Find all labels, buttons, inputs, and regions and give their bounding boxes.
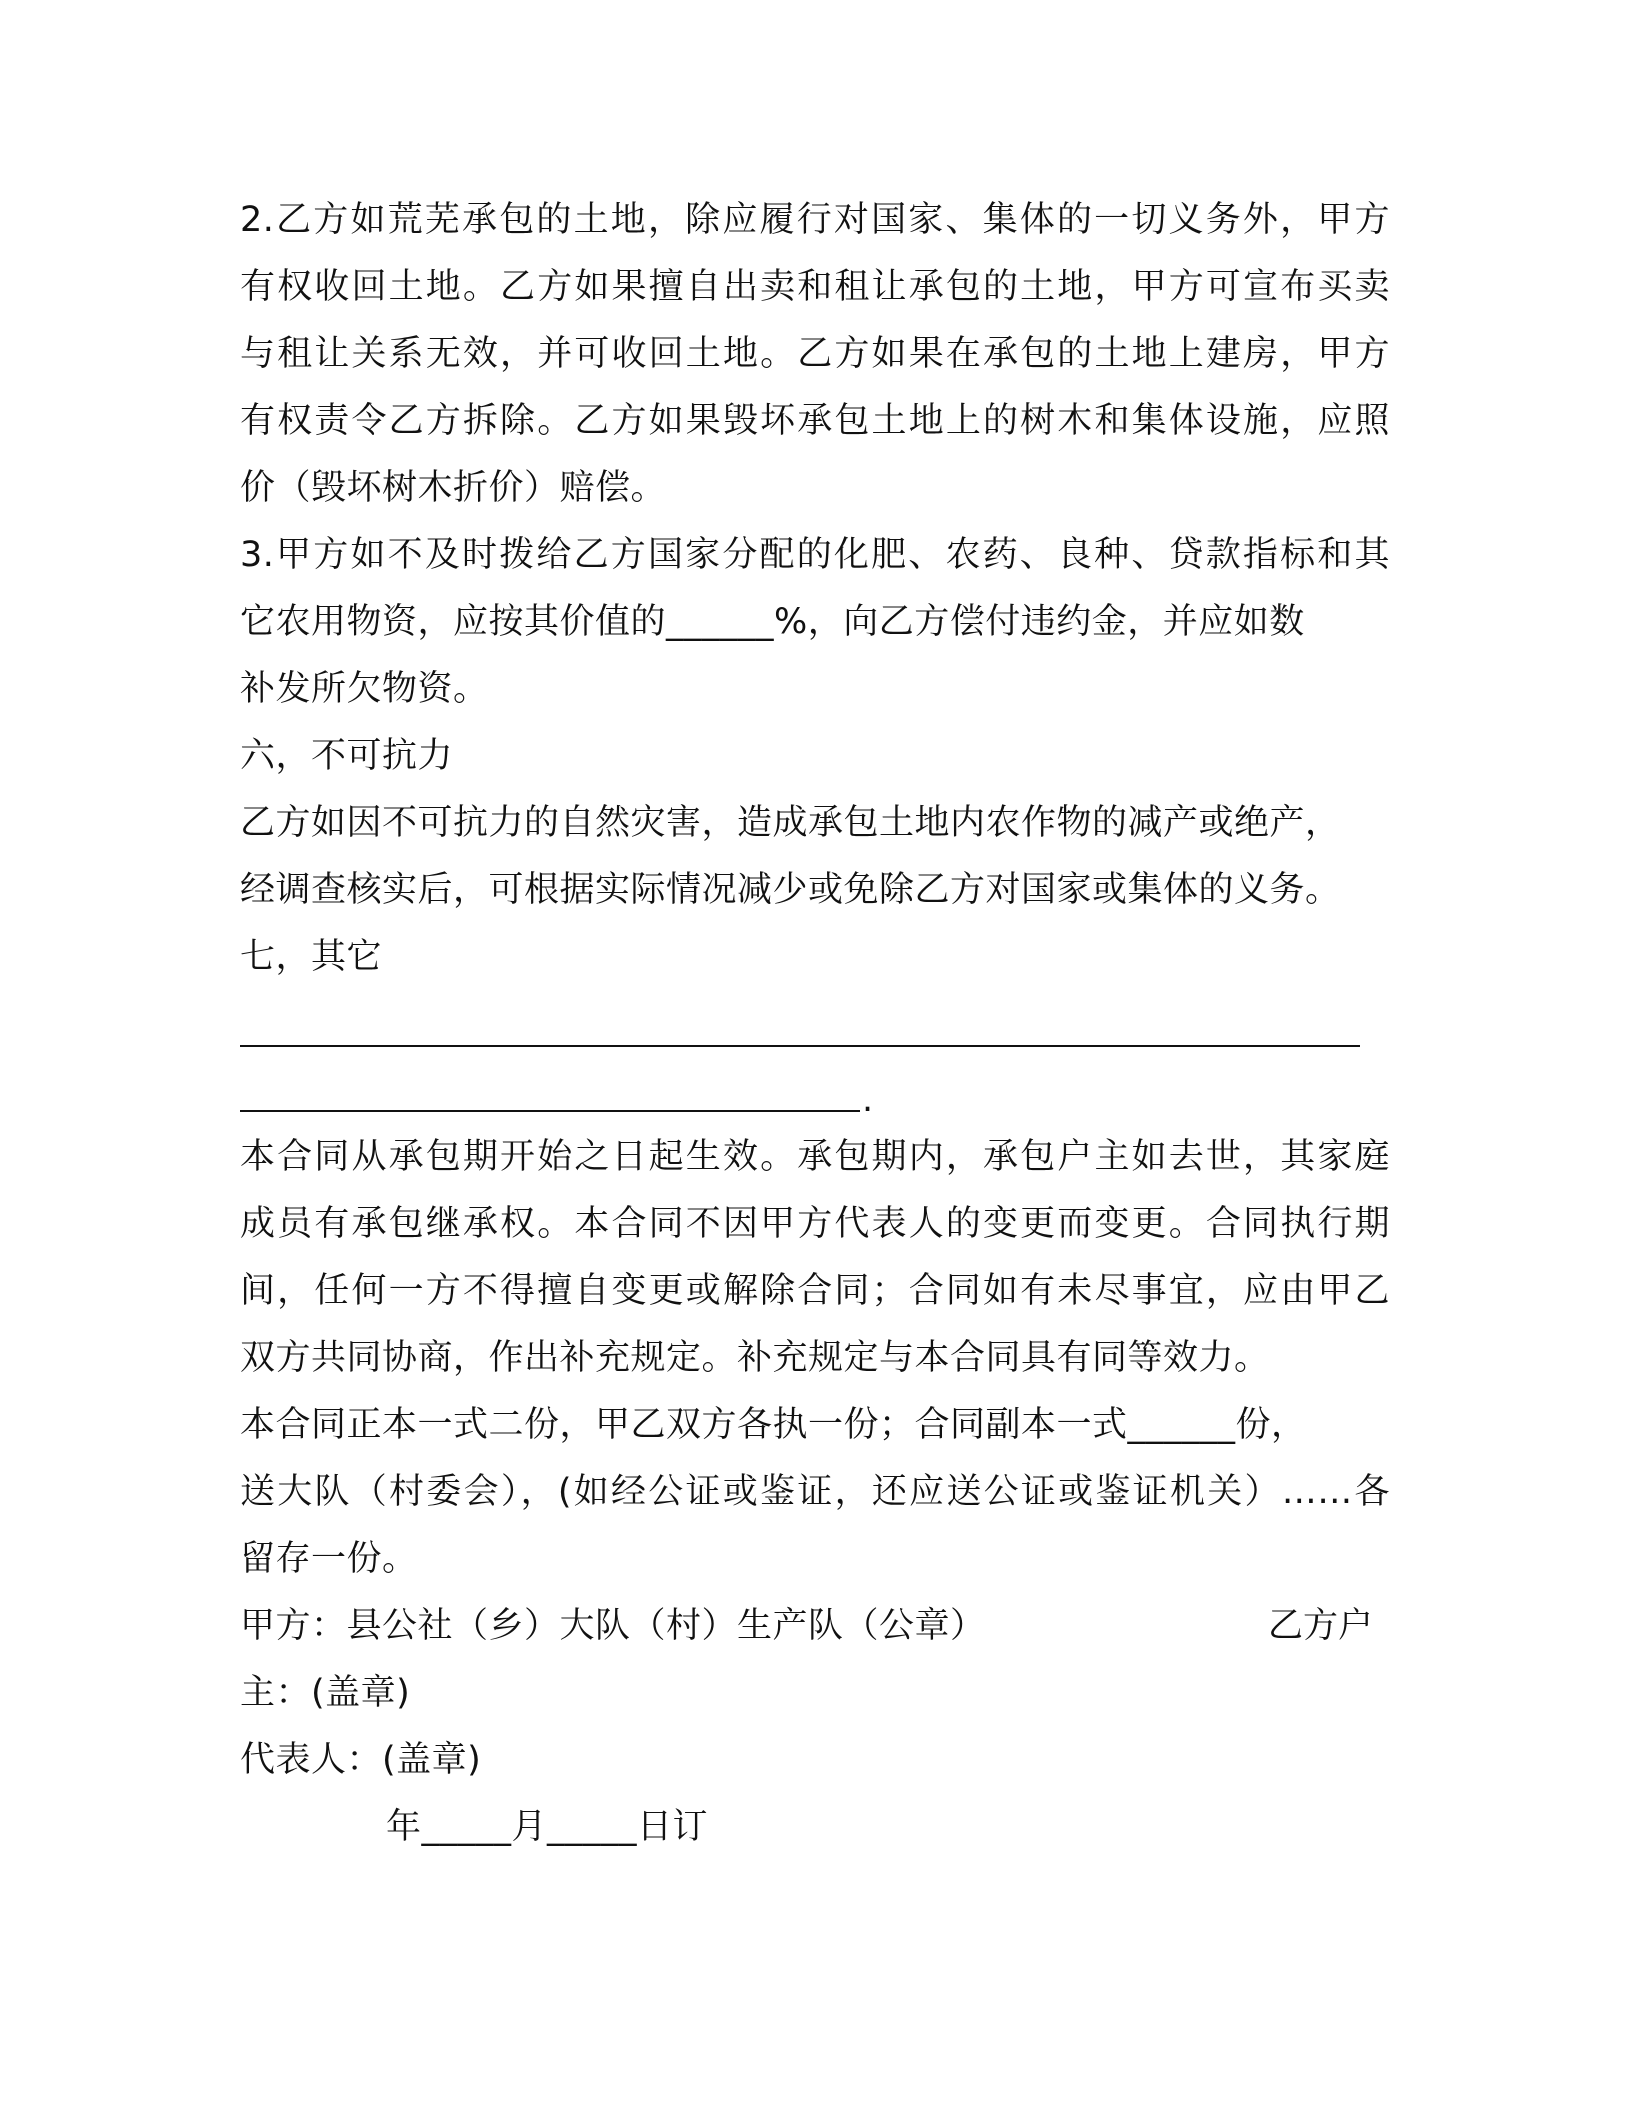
blank-fill-line (240, 1045, 1360, 1047)
paragraph-line: 2.乙方如荒芜承包的土地，除应履行对国家、集体的一切义务外，甲方 (240, 200, 1390, 240)
paragraph-line: 与租让关系无效，并可收回土地。乙方如果在承包的土地上建房，甲方 (240, 334, 1390, 374)
party-a-signature-line: 甲方：县公社（乡）大队（村）生产队（公章） (240, 1606, 986, 1646)
party-b-label: 乙方户 (1268, 1606, 1374, 1646)
section-heading: 六，不可抗力 (240, 736, 454, 776)
blank-fill-line (240, 1110, 860, 1112)
paragraph-line: 间，任何一方不得擅自变更或解除合同；合同如有未尽事宜，应由甲乙 (240, 1271, 1390, 1311)
paragraph-line: 成员有承包继承权。本合同不因甲方代表人的变更而变更。合同执行期 (240, 1204, 1390, 1244)
paragraph-line: 本合同从承包期开始之日起生效。承包期内，承包户主如去世，其家庭 (240, 1137, 1390, 1177)
paragraph-line: 有权责令乙方拆除。乙方如果毁坏承包土地上的树木和集体设施，应照 (240, 401, 1390, 441)
paragraph-line: 留存一份。 (240, 1539, 418, 1579)
section-heading: 七，其它 (240, 937, 383, 977)
paragraph-line: 有权收回土地。乙方如果擅自出卖和租让承包的土地，甲方可宣布买卖 (240, 267, 1390, 307)
paragraph-line: 补发所欠物资。 (240, 669, 489, 709)
party-b-seal-line: 主：(盖章) (240, 1673, 411, 1713)
paragraph-line: 双方共同协商，作出补充规定。补充规定与本合同具有同等效力。 (240, 1338, 1270, 1378)
paragraph-line: 乙方如因不可抗力的自然灾害，造成承包土地内农作物的减产或绝产， (240, 803, 1341, 843)
paragraph-line: 本合同正本一式二份，甲乙双方各执一份；合同副本一式______份， (240, 1405, 1307, 1445)
paragraph-line: 经调查核实后，可根据实际情况减少或免除乙方对国家或集体的义务。 (240, 870, 1341, 910)
paragraph-line: 3.甲方如不及时拨给乙方国家分配的化肥、农药、良种、贷款指标和其 (240, 535, 1390, 575)
paragraph-line: 价（毁坏树木折价）赔偿。 (240, 468, 667, 508)
paragraph-line: 送大队（村委会），(如经公证或鉴证，还应送公证或鉴证机关）……各 (240, 1472, 1390, 1512)
signing-date-line: 年_____月_____日订 (386, 1807, 709, 1847)
paragraph-line: 它农用物资，应按其价值的______%，向乙方偿付违约金，并应如数 (240, 602, 1305, 642)
representative-seal-line: 代表人：(盖章) (240, 1740, 482, 1780)
blank-end-mark: . (862, 1080, 874, 1120)
